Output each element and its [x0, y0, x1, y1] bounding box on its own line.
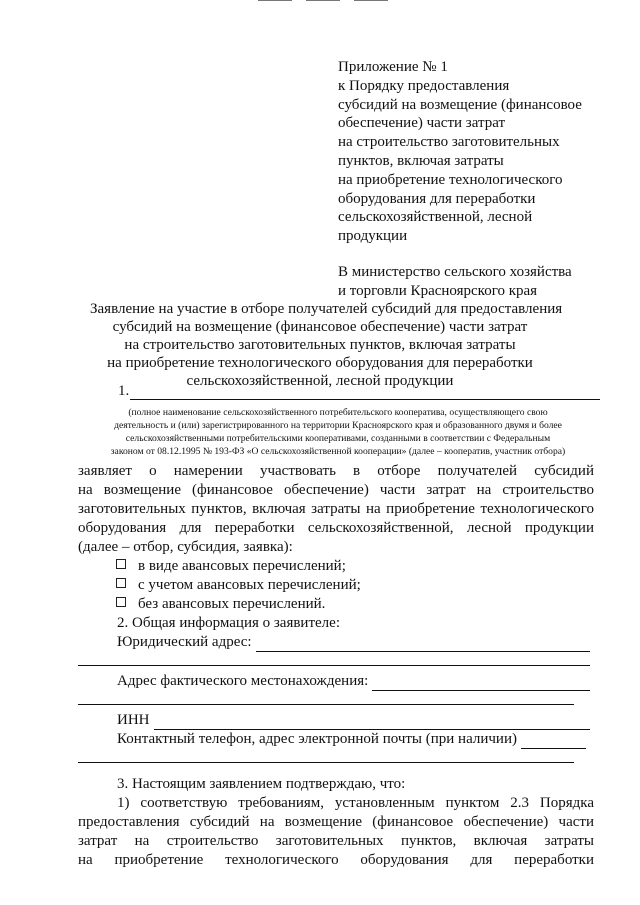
declaration-line: заявляет о намерении участвовать в отборе получателей субсидий — [78, 463, 594, 479]
inn-line[interactable] — [154, 715, 591, 730]
note-line: (полное наименование сельскохозяйственного потребительского кооператива, осуществляющего свою — [128, 407, 548, 418]
option-label: без авансовых перечислений. — [138, 596, 326, 612]
option-with-advance[interactable] — [78, 576, 594, 595]
document-body — [78, 462, 594, 870]
contact-field[interactable] — [78, 730, 586, 749]
appendix-line: продукции — [338, 228, 408, 245]
section3-heading: 3. Настоящим заявлением подтверждаю, что: — [117, 776, 406, 792]
appendix-line: к Порядку предоставления — [338, 77, 510, 94]
actual-address-field[interactable] — [78, 672, 590, 691]
declaration-line: заготовительных пунктов, включая затраты на приобретение технологического — [78, 501, 594, 517]
appendix-line: на строительство заготовительных — [338, 134, 560, 151]
actual-address-line[interactable] — [372, 676, 590, 691]
title-line: сельскохозяйственной, лесной продукции — [186, 373, 454, 389]
contact-label: Контактный телефон, адрес электронной почты (при наличии) — [117, 731, 517, 747]
declaration-line: (далее – отбор, субсидия, заявка): — [78, 539, 293, 555]
applicant-name-line[interactable] — [130, 399, 600, 400]
appendix-line: сельскохозяйственной, лесной — [338, 209, 533, 226]
declaration-line: на возмещение (финансовое обеспечение) части затрат на строительство — [78, 482, 594, 498]
option-label: с учетом авансовых перечислений; — [138, 577, 361, 593]
actual-address-label: Адрес фактического местонахождения: — [117, 673, 369, 689]
legal-address-label: Юридический адрес: — [117, 634, 252, 650]
legal-address-field[interactable] — [78, 633, 590, 652]
title-line: субсидий на возмещение (финансовое обеспечение) части затрат — [112, 319, 528, 335]
option-advance[interactable] — [78, 557, 594, 576]
appendix-line: на приобретение технологического — [338, 171, 563, 188]
inn-label: ИНН — [117, 712, 150, 728]
legal-address-line-2[interactable] — [78, 652, 590, 666]
note-line: сельскохозяйственными потребительскими кооперативами, созданными в соответствии с Федеральным — [125, 433, 551, 444]
checkbox-icon[interactable] — [116, 578, 126, 588]
document-title — [90, 300, 563, 390]
title-line: Заявление на участие в отборе получателей субсидий для предоставления — [90, 301, 563, 317]
appendix-line: субсидий на возмещение (финансовое — [338, 96, 582, 113]
inn-field[interactable] — [78, 711, 590, 730]
appendix-header — [338, 58, 598, 301]
appendix-line: обеспечение) части затрат — [338, 115, 506, 132]
appendix-line: Приложение № 1 — [338, 59, 448, 75]
appendix-line: оборудования для переработки — [338, 190, 536, 207]
note-line: законом от 08.12.1995 № 193-ФЗ «О сельскохозяйственной кооперации» (далее – кооператив, участник отбора) — [110, 446, 566, 457]
applicant-name-field[interactable] — [118, 383, 129, 400]
addressee-line: и торговли Красноярского края — [338, 282, 538, 299]
addressee-line: В министерство сельского хозяйства — [338, 263, 572, 280]
title-line: на строительство заготовительных пунктов, включая затраты — [124, 337, 516, 353]
contact-line[interactable] — [521, 734, 586, 749]
item-number: 1. — [118, 383, 130, 399]
contact-line-2[interactable] — [78, 749, 574, 763]
legal-address-line[interactable] — [256, 637, 590, 652]
section3-line: 1) соответствую требованиям, установленным пунктом 2.3 Порядка — [117, 795, 594, 811]
checkbox-icon[interactable] — [116, 559, 126, 569]
actual-address-line-2[interactable] — [78, 691, 574, 705]
option-label: в виде авансовых перечислений; — [138, 558, 346, 574]
title-line: на приобретение технологического оборудования для переработки — [107, 355, 533, 371]
section3-line: предоставления субсидий на возмещение (финансовое обеспечение) части — [78, 814, 594, 830]
addressee — [338, 263, 598, 301]
option-without-advance[interactable] — [78, 595, 594, 614]
applicant-note — [78, 406, 598, 458]
appendix-line: пунктов, включая затраты — [338, 152, 504, 169]
checkbox-icon[interactable] — [116, 597, 126, 607]
scan-artifact — [258, 0, 388, 2]
note-line: деятельность и (или) зарегистрированного на территории Красноярского края и образованного двумя и более — [114, 420, 562, 431]
section2-heading: 2. Общая информация о заявителе: — [117, 615, 340, 631]
section3-line: на приобретение технологического оборудования для переработки — [78, 852, 594, 868]
declaration-line: оборудования для переработки сельскохозяйственной, лесной продукции — [78, 520, 594, 536]
section3-line: затрат на строительство заготовительных пунктов, включая затраты — [78, 833, 594, 849]
